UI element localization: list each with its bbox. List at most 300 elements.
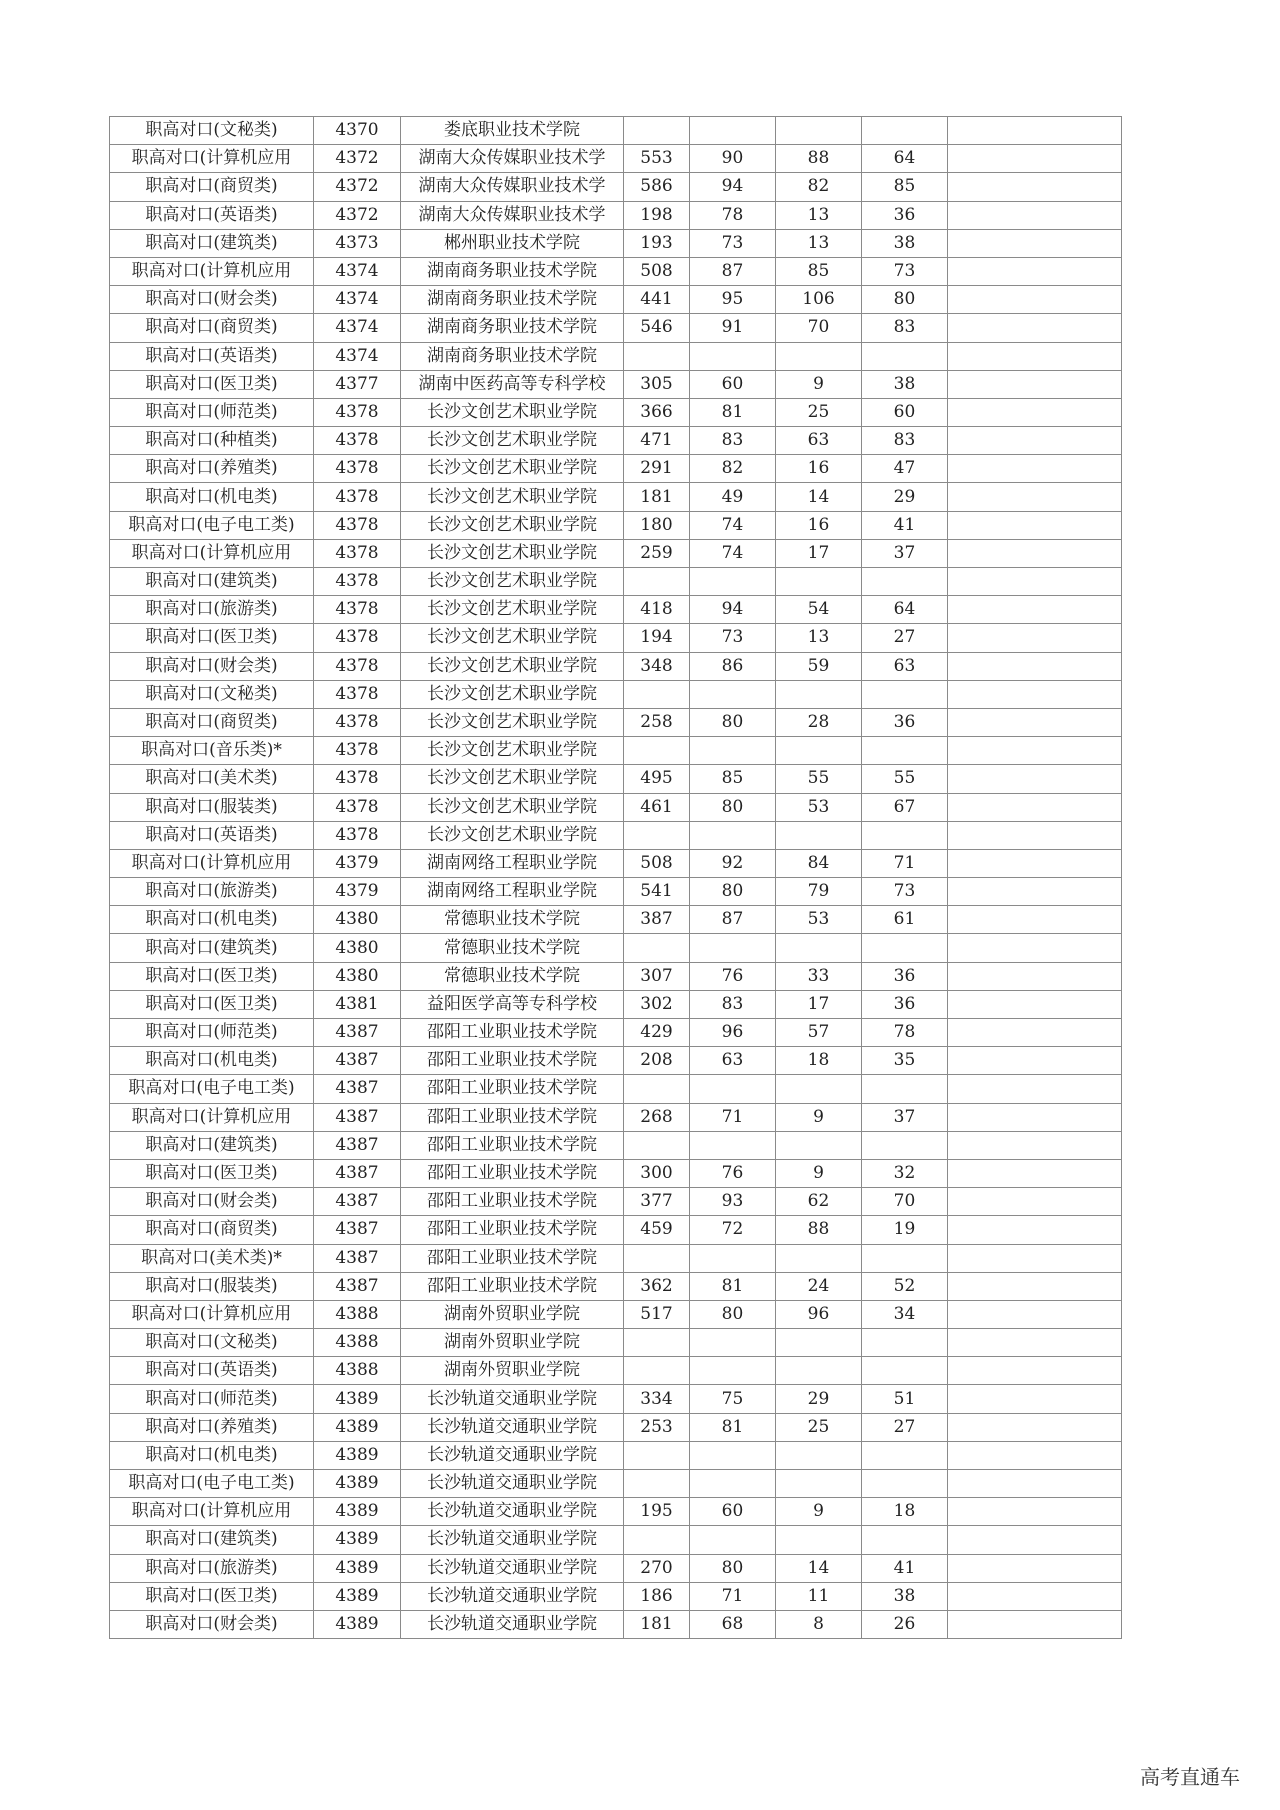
note-cell (948, 1188, 1122, 1216)
subject-b-cell: 28 (776, 708, 862, 736)
school-name-cell: 长沙文创艺术职业学院 (401, 737, 624, 765)
subject-a-cell: 80 (690, 793, 776, 821)
category-cell: 职高对口(医卫类) (110, 962, 314, 990)
score-cell (624, 342, 690, 370)
category-cell: 职高对口(计算机应用 (110, 145, 314, 173)
category-cell: 职高对口(服装类) (110, 1272, 314, 1300)
subject-b-cell: 24 (776, 1272, 862, 1300)
subject-a-cell: 75 (690, 1385, 776, 1413)
subject-c-cell (862, 1526, 948, 1554)
subject-c-cell: 36 (862, 990, 948, 1018)
note-cell (948, 737, 1122, 765)
category-cell: 职高对口(电子电工类) (110, 1470, 314, 1498)
subject-c-cell: 38 (862, 229, 948, 257)
subject-b-cell: 9 (776, 1498, 862, 1526)
subject-a-cell: 86 (690, 652, 776, 680)
score-cell: 258 (624, 708, 690, 736)
school-code-cell: 4378 (314, 455, 401, 483)
subject-a-cell (690, 821, 776, 849)
note-cell (948, 793, 1122, 821)
subject-c-cell: 64 (862, 145, 948, 173)
subject-a-cell (690, 1357, 776, 1385)
note-cell (948, 455, 1122, 483)
subject-b-cell: 17 (776, 990, 862, 1018)
score-cell: 180 (624, 511, 690, 539)
school-name-cell: 郴州职业技术学院 (401, 229, 624, 257)
category-cell: 职高对口(建筑类) (110, 229, 314, 257)
subject-a-cell: 94 (690, 596, 776, 624)
subject-a-cell (690, 117, 776, 145)
school-code-cell: 4389 (314, 1413, 401, 1441)
subject-b-cell (776, 1131, 862, 1159)
subject-a-cell: 85 (690, 765, 776, 793)
category-cell: 职高对口(旅游类) (110, 596, 314, 624)
subject-c-cell: 26 (862, 1610, 948, 1638)
school-code-cell: 4387 (314, 1188, 401, 1216)
subject-a-cell: 81 (690, 1413, 776, 1441)
note-cell (948, 229, 1122, 257)
note-cell (948, 1047, 1122, 1075)
score-cell (624, 1244, 690, 1272)
subject-a-cell: 93 (690, 1188, 776, 1216)
subject-b-cell (776, 568, 862, 596)
subject-c-cell (862, 117, 948, 145)
subject-a-cell (690, 1131, 776, 1159)
note-cell (948, 1159, 1122, 1187)
score-cell: 348 (624, 652, 690, 680)
subject-c-cell: 36 (862, 201, 948, 229)
score-cell: 208 (624, 1047, 690, 1075)
school-name-cell: 湖南外贸职业学院 (401, 1329, 624, 1357)
school-name-cell: 湖南网络工程职业学院 (401, 878, 624, 906)
school-code-cell: 4389 (314, 1582, 401, 1610)
note-cell (948, 906, 1122, 934)
note-cell (948, 1329, 1122, 1357)
school-code-cell: 4378 (314, 680, 401, 708)
table-row (110, 427, 1122, 455)
table-row (110, 1244, 1122, 1272)
table-row (110, 1554, 1122, 1582)
table-row (110, 878, 1122, 906)
category-cell: 职高对口(旅游类) (110, 878, 314, 906)
school-code-cell: 4388 (314, 1329, 401, 1357)
school-name-cell: 湖南商务职业技术学院 (401, 286, 624, 314)
table-row (110, 680, 1122, 708)
category-cell: 职高对口(机电类) (110, 1047, 314, 1075)
score-cell: 546 (624, 314, 690, 342)
table-row (110, 1188, 1122, 1216)
subject-a-cell: 71 (690, 1582, 776, 1610)
score-cell: 270 (624, 1554, 690, 1582)
subject-a-cell (690, 342, 776, 370)
subject-a-cell: 81 (690, 1272, 776, 1300)
subject-a-cell: 49 (690, 483, 776, 511)
subject-b-cell: 85 (776, 257, 862, 285)
note-cell (948, 257, 1122, 285)
table-row (110, 455, 1122, 483)
school-code-cell: 4378 (314, 398, 401, 426)
subject-b-cell (776, 1470, 862, 1498)
note-cell (948, 483, 1122, 511)
table-row (110, 1610, 1122, 1638)
category-cell: 职高对口(商贸类) (110, 314, 314, 342)
school-name-cell: 长沙轨道交通职业学院 (401, 1498, 624, 1526)
score-cell: 193 (624, 229, 690, 257)
subject-c-cell: 80 (862, 286, 948, 314)
score-cell: 259 (624, 539, 690, 567)
school-name-cell: 长沙文创艺术职业学院 (401, 568, 624, 596)
note-cell (948, 1357, 1122, 1385)
school-code-cell: 4389 (314, 1554, 401, 1582)
admission-scores-table (109, 116, 1122, 1639)
score-cell: 495 (624, 765, 690, 793)
subject-a-cell: 68 (690, 1610, 776, 1638)
subject-b-cell: 82 (776, 173, 862, 201)
score-cell: 553 (624, 145, 690, 173)
school-code-cell: 4380 (314, 934, 401, 962)
subject-b-cell: 9 (776, 1103, 862, 1131)
note-cell (948, 849, 1122, 877)
subject-a-cell: 80 (690, 708, 776, 736)
note-cell (948, 878, 1122, 906)
category-cell: 职高对口(医卫类) (110, 1159, 314, 1187)
subject-b-cell (776, 737, 862, 765)
score-cell: 471 (624, 427, 690, 455)
score-cell: 181 (624, 483, 690, 511)
school-name-cell: 湖南商务职业技术学院 (401, 257, 624, 285)
category-cell: 职高对口(文秘类) (110, 1329, 314, 1357)
subject-b-cell (776, 680, 862, 708)
table-row (110, 652, 1122, 680)
note-cell (948, 1554, 1122, 1582)
school-name-cell: 长沙文创艺术职业学院 (401, 821, 624, 849)
school-code-cell: 4372 (314, 145, 401, 173)
subject-b-cell: 13 (776, 229, 862, 257)
school-code-cell: 4381 (314, 990, 401, 1018)
score-cell: 186 (624, 1582, 690, 1610)
subject-c-cell: 36 (862, 708, 948, 736)
category-cell: 职高对口(医卫类) (110, 370, 314, 398)
subject-b-cell: 16 (776, 455, 862, 483)
score-cell: 181 (624, 1610, 690, 1638)
category-cell: 职高对口(英语类) (110, 1357, 314, 1385)
school-name-cell: 长沙轨道交通职业学院 (401, 1610, 624, 1638)
score-cell (624, 737, 690, 765)
subject-b-cell: 53 (776, 793, 862, 821)
score-cell (624, 1470, 690, 1498)
note-cell (948, 427, 1122, 455)
school-name-cell: 邵阳工业职业技术学院 (401, 1272, 624, 1300)
school-code-cell: 4389 (314, 1498, 401, 1526)
subject-c-cell: 63 (862, 652, 948, 680)
subject-a-cell: 81 (690, 398, 776, 426)
school-code-cell: 4378 (314, 793, 401, 821)
subject-b-cell (776, 1441, 862, 1469)
school-name-cell: 邵阳工业职业技术学院 (401, 1244, 624, 1272)
category-cell: 职高对口(文秘类) (110, 117, 314, 145)
category-cell: 职高对口(建筑类) (110, 1131, 314, 1159)
note-cell (948, 680, 1122, 708)
subject-c-cell (862, 342, 948, 370)
category-cell: 职高对口(建筑类) (110, 1526, 314, 1554)
table-row (110, 286, 1122, 314)
subject-b-cell: 88 (776, 1216, 862, 1244)
table-row (110, 849, 1122, 877)
school-code-cell: 4389 (314, 1526, 401, 1554)
subject-c-cell: 55 (862, 765, 948, 793)
subject-c-cell: 67 (862, 793, 948, 821)
subject-a-cell (690, 1441, 776, 1469)
school-name-cell: 邵阳工业职业技术学院 (401, 1188, 624, 1216)
category-cell: 职高对口(机电类) (110, 483, 314, 511)
score-cell (624, 1441, 690, 1469)
score-cell: 195 (624, 1498, 690, 1526)
score-cell: 307 (624, 962, 690, 990)
note-cell (948, 1244, 1122, 1272)
school-code-cell: 4373 (314, 229, 401, 257)
subject-c-cell: 73 (862, 257, 948, 285)
score-cell: 541 (624, 878, 690, 906)
subject-a-cell: 80 (690, 878, 776, 906)
table-row (110, 1159, 1122, 1187)
school-code-cell: 4379 (314, 849, 401, 877)
school-code-cell: 4374 (314, 286, 401, 314)
school-code-cell: 4389 (314, 1441, 401, 1469)
school-code-cell: 4387 (314, 1075, 401, 1103)
category-cell: 职高对口(计算机应用 (110, 1300, 314, 1328)
table-row (110, 568, 1122, 596)
score-cell: 300 (624, 1159, 690, 1187)
school-code-cell: 4387 (314, 1103, 401, 1131)
subject-b-cell (776, 1357, 862, 1385)
table-row (110, 1216, 1122, 1244)
score-cell: 586 (624, 173, 690, 201)
subject-b-cell (776, 1329, 862, 1357)
subject-a-cell (690, 568, 776, 596)
school-code-cell: 4372 (314, 201, 401, 229)
subject-c-cell: 38 (862, 1582, 948, 1610)
school-code-cell: 4378 (314, 427, 401, 455)
table-row (110, 483, 1122, 511)
note-cell (948, 1019, 1122, 1047)
subject-a-cell: 90 (690, 145, 776, 173)
subject-a-cell: 87 (690, 257, 776, 285)
table-row (110, 1329, 1122, 1357)
score-cell: 387 (624, 906, 690, 934)
score-cell: 194 (624, 624, 690, 652)
subject-c-cell: 71 (862, 849, 948, 877)
school-code-cell: 4378 (314, 539, 401, 567)
subject-b-cell: 9 (776, 370, 862, 398)
table-row (110, 398, 1122, 426)
subject-c-cell (862, 1441, 948, 1469)
subject-c-cell: 32 (862, 1159, 948, 1187)
category-cell: 职高对口(计算机应用 (110, 539, 314, 567)
note-cell (948, 765, 1122, 793)
score-cell (624, 1357, 690, 1385)
school-code-cell: 4387 (314, 1019, 401, 1047)
school-name-cell: 邵阳工业职业技术学院 (401, 1159, 624, 1187)
school-code-cell: 4378 (314, 624, 401, 652)
school-name-cell: 长沙文创艺术职业学院 (401, 708, 624, 736)
note-cell (948, 1103, 1122, 1131)
category-cell: 职高对口(师范类) (110, 1019, 314, 1047)
note-cell (948, 962, 1122, 990)
subject-a-cell: 91 (690, 314, 776, 342)
subject-c-cell: 52 (862, 1272, 948, 1300)
table-row (110, 1498, 1122, 1526)
score-cell: 441 (624, 286, 690, 314)
subject-b-cell: 14 (776, 1554, 862, 1582)
subject-c-cell (862, 821, 948, 849)
subject-b-cell (776, 1526, 862, 1554)
school-name-cell: 长沙轨道交通职业学院 (401, 1441, 624, 1469)
note-cell (948, 934, 1122, 962)
subject-a-cell: 76 (690, 1159, 776, 1187)
subject-b-cell: 62 (776, 1188, 862, 1216)
note-cell (948, 117, 1122, 145)
table-row (110, 539, 1122, 567)
score-cell: 517 (624, 1300, 690, 1328)
subject-c-cell: 29 (862, 483, 948, 511)
subject-a-cell: 63 (690, 1047, 776, 1075)
subject-c-cell (862, 568, 948, 596)
category-cell: 职高对口(建筑类) (110, 934, 314, 962)
school-name-cell: 长沙文创艺术职业学院 (401, 539, 624, 567)
school-name-cell: 湖南外贸职业学院 (401, 1300, 624, 1328)
school-name-cell: 长沙文创艺术职业学院 (401, 596, 624, 624)
category-cell: 职高对口(计算机应用 (110, 1103, 314, 1131)
subject-b-cell: 55 (776, 765, 862, 793)
school-name-cell: 长沙轨道交通职业学院 (401, 1582, 624, 1610)
school-name-cell: 常德职业技术学院 (401, 934, 624, 962)
school-code-cell: 4389 (314, 1610, 401, 1638)
subject-a-cell: 73 (690, 624, 776, 652)
note-cell (948, 1526, 1122, 1554)
school-name-cell: 益阳医学高等专科学校 (401, 990, 624, 1018)
score-cell: 268 (624, 1103, 690, 1131)
subject-a-cell: 83 (690, 427, 776, 455)
note-cell (948, 201, 1122, 229)
school-code-cell: 4378 (314, 483, 401, 511)
school-code-cell: 4387 (314, 1159, 401, 1187)
note-cell (948, 821, 1122, 849)
note-cell (948, 145, 1122, 173)
table-row (110, 1075, 1122, 1103)
school-code-cell: 4374 (314, 314, 401, 342)
note-cell (948, 1216, 1122, 1244)
note-cell (948, 1610, 1122, 1638)
school-name-cell: 湖南外贸职业学院 (401, 1357, 624, 1385)
table-row (110, 708, 1122, 736)
category-cell: 职高对口(美术类) (110, 765, 314, 793)
table-row (110, 793, 1122, 821)
subject-c-cell: 73 (862, 878, 948, 906)
table-row (110, 737, 1122, 765)
school-code-cell: 4387 (314, 1131, 401, 1159)
subject-c-cell (862, 680, 948, 708)
subject-b-cell: 29 (776, 1385, 862, 1413)
subject-a-cell: 92 (690, 849, 776, 877)
school-name-cell: 常德职业技术学院 (401, 906, 624, 934)
category-cell: 职高对口(医卫类) (110, 624, 314, 652)
subject-c-cell: 19 (862, 1216, 948, 1244)
score-cell: 362 (624, 1272, 690, 1300)
watermark: 高考直通车 (1140, 1765, 1240, 1789)
subject-b-cell: 79 (776, 878, 862, 906)
note-cell (948, 1272, 1122, 1300)
note-cell (948, 314, 1122, 342)
school-name-cell: 湖南商务职业技术学院 (401, 342, 624, 370)
subject-a-cell (690, 1470, 776, 1498)
category-cell: 职高对口(商贸类) (110, 708, 314, 736)
subject-c-cell: 35 (862, 1047, 948, 1075)
table-row (110, 117, 1122, 145)
school-name-cell: 邵阳工业职业技术学院 (401, 1216, 624, 1244)
school-name-cell: 邵阳工业职业技术学院 (401, 1019, 624, 1047)
subject-b-cell: 59 (776, 652, 862, 680)
subject-c-cell (862, 1329, 948, 1357)
subject-c-cell: 38 (862, 370, 948, 398)
subject-c-cell: 27 (862, 624, 948, 652)
school-name-cell: 长沙文创艺术职业学院 (401, 765, 624, 793)
subject-b-cell (776, 1244, 862, 1272)
table-row (110, 1441, 1122, 1469)
subject-c-cell: 36 (862, 962, 948, 990)
score-cell (624, 1075, 690, 1103)
subject-b-cell: 25 (776, 1413, 862, 1441)
table-row (110, 624, 1122, 652)
category-cell: 职高对口(医卫类) (110, 1582, 314, 1610)
school-code-cell: 4377 (314, 370, 401, 398)
score-cell: 305 (624, 370, 690, 398)
table-row (110, 229, 1122, 257)
subject-c-cell: 18 (862, 1498, 948, 1526)
table-row (110, 934, 1122, 962)
subject-a-cell: 95 (690, 286, 776, 314)
school-name-cell: 湖南大众传媒职业技术学 (401, 145, 624, 173)
subject-b-cell (776, 1075, 862, 1103)
subject-c-cell: 27 (862, 1413, 948, 1441)
score-cell: 508 (624, 849, 690, 877)
table-row (110, 314, 1122, 342)
category-cell: 职高对口(电子电工类) (110, 1075, 314, 1103)
score-cell (624, 1131, 690, 1159)
table-row (110, 1470, 1122, 1498)
subject-c-cell: 41 (862, 1554, 948, 1582)
school-name-cell: 长沙文创艺术职业学院 (401, 455, 624, 483)
subject-a-cell: 96 (690, 1019, 776, 1047)
note-cell (948, 1385, 1122, 1413)
category-cell: 职高对口(种植类) (110, 427, 314, 455)
subject-c-cell (862, 737, 948, 765)
school-code-cell: 4378 (314, 652, 401, 680)
note-cell (948, 1470, 1122, 1498)
category-cell: 职高对口(电子电工类) (110, 511, 314, 539)
school-code-cell: 4378 (314, 596, 401, 624)
subject-b-cell: 33 (776, 962, 862, 990)
school-name-cell: 邵阳工业职业技术学院 (401, 1103, 624, 1131)
subject-a-cell: 78 (690, 201, 776, 229)
table-row (110, 1300, 1122, 1328)
subject-c-cell: 83 (862, 314, 948, 342)
table-row (110, 1047, 1122, 1075)
subject-b-cell: 18 (776, 1047, 862, 1075)
table-row (110, 201, 1122, 229)
school-code-cell: 4389 (314, 1385, 401, 1413)
subject-c-cell: 37 (862, 539, 948, 567)
school-name-cell: 湖南大众传媒职业技术学 (401, 201, 624, 229)
